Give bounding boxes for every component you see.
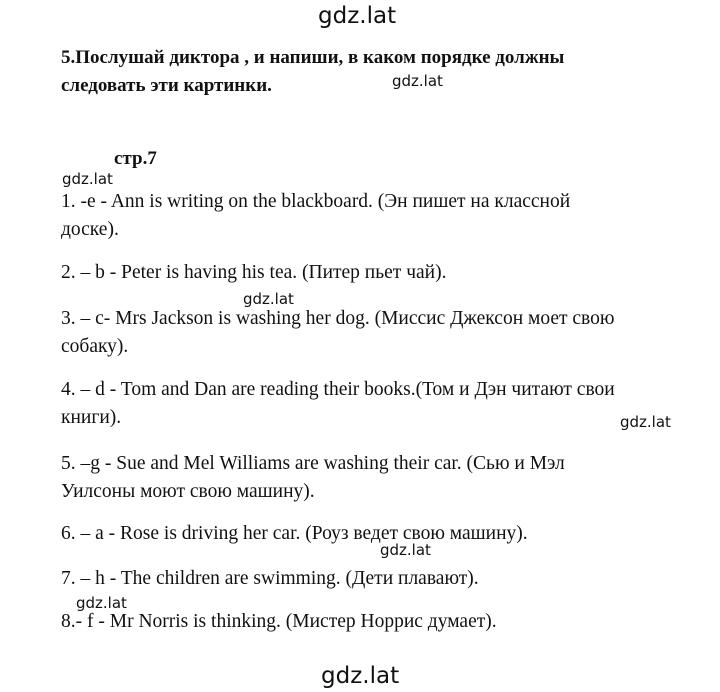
watermark-bottom: gdz.lat: [321, 663, 400, 689]
task-heading-line-1: 5.Послушай диктора , и напиши, в каком порядке должны: [61, 47, 565, 68]
answer-8: 8.- f - Mr Norris is thinking. (Мистер Норрис думает).: [61, 611, 497, 632]
task-heading-line-2: следовать эти картинки.: [61, 75, 272, 96]
watermark-item4: gdz.lat: [620, 413, 671, 431]
watermark-item8: gdz.lat: [76, 594, 127, 612]
answer-4-line-2: книги).: [61, 407, 122, 428]
answer-5-line-1: 5. –g - Sue and Mel Williams are washing their car. (Сью и Мэл: [61, 453, 565, 474]
watermark-item3: gdz.lat: [243, 290, 294, 308]
answer-1-line-2: доске).: [61, 219, 119, 240]
answer-1-line-1: 1. -e - Ann is writing on the blackboard. (Эн пишет на классной: [61, 191, 571, 212]
answer-4-line-1: 4. – d - Tom and Dan are reading their books.(Том и Дэн читают свои: [61, 379, 615, 400]
answer-6: 6. – a - Rose is driving her car. (Роуз ведет свою машину).: [61, 523, 528, 544]
watermark-heading: gdz.lat: [392, 72, 443, 90]
watermark-top: gdz.lat: [318, 3, 397, 29]
answer-7: 7. – h - The children are swimming. (Дети плавают).: [61, 568, 479, 589]
answer-2: 2. – b - Peter is having his tea. (Питер пьет чай).: [61, 262, 447, 283]
answer-3-line-1: 3. – c- Mrs Jackson is washing her dog. (Миссис Джексон моет свою: [61, 308, 615, 329]
answer-3-line-2: собаку).: [61, 336, 129, 357]
answer-5-line-2: Уилсоны моют свою машину).: [61, 481, 315, 502]
page-reference: стр.7: [114, 148, 157, 169]
watermark-item6: gdz.lat: [380, 541, 431, 559]
watermark-before-list: gdz.lat: [62, 170, 113, 188]
